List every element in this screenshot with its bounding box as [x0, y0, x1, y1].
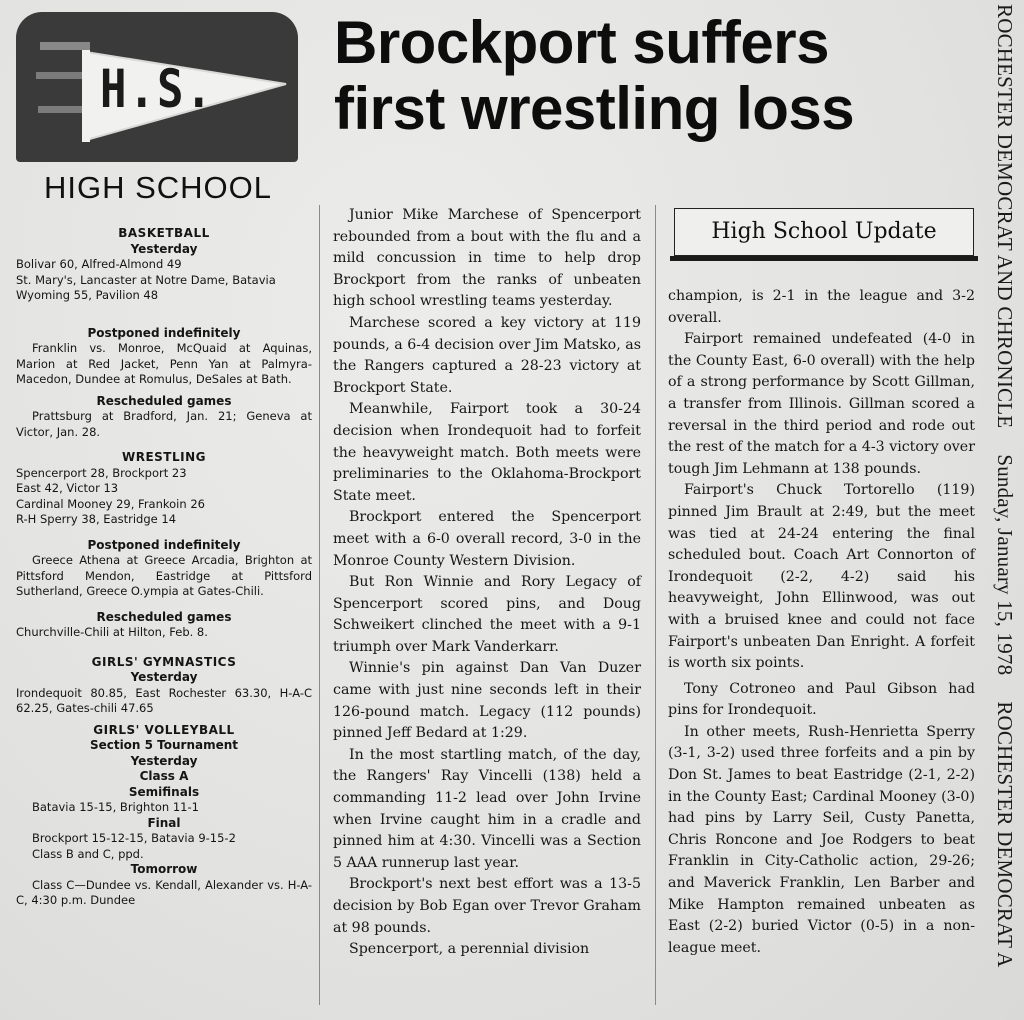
score-line: Brockport 15-12-15, Batavia 9-15-2	[32, 831, 236, 845]
rescheduled-heading: Rescheduled games	[96, 393, 232, 408]
logo-text: H.S.	[100, 58, 214, 121]
rescheduled-heading: Rescheduled games	[96, 609, 232, 624]
headline-line: first wrestling loss	[334, 75, 855, 142]
article-paragraph: Winnie's pin against Dan Van Duzer came with just nine seconds left in their 126-pound match. Legacy (112 pounds) pinned Jeff Bedard at 1:29.	[333, 660, 641, 742]
gymnastics-results: Irondequoit 80.85, East Rochester 63.30, H-A-C 62.25, Gates-chili 47.65	[16, 685, 312, 715]
page-margin-masthead	[989, 4, 1021, 1014]
volleyball-sub: Class A	[139, 769, 189, 783]
postponed-heading: Postponed indefinitely	[87, 325, 241, 340]
column-rule	[319, 205, 320, 1005]
article-paragraph: champion, is 2-1 in the league and 3-2 overall.	[668, 288, 975, 326]
paper-name: ROCHESTER DEMOCRAT AND CHRONICLE	[993, 4, 1017, 429]
tomorrow-heading: Tomorrow	[130, 862, 198, 876]
headline	[334, 10, 974, 142]
paper-name-repeat: ROCHESTER DEMOCRAT A	[993, 701, 1017, 968]
postponed-heading: Postponed indefinitely	[87, 537, 241, 552]
article-paragraph: In the most startling match, of the day, the Rangers' Ray Vincelli (138) held a commanding 11-2 lead over John Irvine when Irvine caught him in a cradle and pinned him at 4:30. Vincelli was a Section 5 AAA runnerup last year.	[333, 746, 641, 871]
update-rule	[670, 256, 978, 261]
column-rule	[655, 205, 656, 1005]
article-paragraph: In other meets, Rush-Henrietta Sperry (3-1, 3-2) used three forfeits and a pin by Don St. James to beat Eastridge (2-1, 2-2) in the County East; Cardinal Mooney (3-0) had pins by Larry Seil, Custy Panetta, Chris Roncone and Joe Rodgers to beat Franklin in City-Catholic action, 29-26; and Maverick Franklin, Len Barber and Mike Hampton remained unbeaten as East (2-2) buried Victor (0-5) in a non-league meet.	[668, 723, 975, 956]
basketball-yesterday: Yesterday	[130, 241, 198, 256]
basketball-heading: BASKETBALL	[118, 226, 210, 240]
high-school-logo	[16, 12, 300, 166]
article-paragraph: Spencerport, a perennial division	[349, 941, 590, 958]
article-paragraph: Fairport's Chuck Tortorello (119) pinned Jim Brault at 2:49, but the meet was tied at 24-24 entering the final scheduled bout. Coach Art Connorton of Irondequoit (2-2, 4-2) said his heavyweight, John Ellinwood, was out with a bruised knee and could not face Fairport's unbeaten Dan Enright. A forfeit is worth six points.	[668, 482, 975, 672]
score-line: R-H Sperry 38, Eastridge 14	[16, 512, 177, 526]
final-heading: Final	[147, 815, 181, 830]
article-column-2	[668, 286, 975, 959]
score-line: Cardinal Mooney 29, Frankoin 26	[16, 496, 205, 511]
volleyball-sub: Yesterday	[130, 753, 198, 768]
score-line: Bolivar 60, Alfred-Almond 49	[16, 257, 182, 271]
article-paragraph: Fairport remained undefeated (4-0 in the County East, 6-0 overall) with the help of a strong performance by Scott Gillman, a transfer from Illinois. Gillman scored a reversal in the third period and rode out the rest of the match for a 4-3 victory over tough Jim Lehmann at 138 pounds.	[668, 331, 975, 477]
headline-line: Brockport suffers	[334, 9, 829, 76]
article-paragraph: Junior Mike Marchese of Spencerport rebounded from a bout with the flu and a mild concussion in time to help drop Brockport from the ranks of unbeaten high school wrestling teams yesterday.	[333, 207, 641, 310]
score-line: East 42, Victor 13	[16, 481, 119, 495]
postponed-text: Franklin vs. Monroe, McQuaid at Aquinas, Marion at Red Jacket, Penn Yan at Palmyra-Macedon, Dundee at Romulus, DeSales at Bath.	[16, 341, 312, 386]
wrestling-heading: WRESTLING	[121, 450, 206, 464]
article-paragraph: Meanwhile, Fairport took a 30-24 decision when Irondequoit had to forfeit the heavyweight match. Both meets were preliminaries to the Oklahoma-Brockport State meet.	[333, 401, 641, 504]
score-line: Spencerport 28, Brockport 23	[16, 465, 187, 480]
volleyball-heading: GIRLS' VOLLEYBALL	[93, 722, 235, 737]
rescheduled-text: Prattsburg at Bradford, Jan. 21; Geneva at Victor, Jan. 28.	[16, 409, 312, 439]
score-line: Class B and C, ppd.	[32, 846, 144, 861]
gymnastics-heading: GIRLS' GYMNASTICS	[91, 654, 237, 669]
article-paragraph: Tony Cotroneo and Paul Gibson had pins for Irondequoit.	[668, 680, 975, 719]
article-paragraph: Brockport's next best effort was a 13-5 decision by Bob Egan over Trevor Graham at 98 pounds.	[333, 876, 641, 936]
volleyball-sub: Semifinals	[128, 784, 200, 799]
article-paragraph: Brockport entered the Spencerport meet with a 6-0 overall record, 3-0 in the Monroe County Western Division.	[333, 509, 641, 569]
section-label: HIGH SCHOOL	[43, 170, 273, 205]
gymnastics-yesterday: Yesterday	[130, 670, 198, 684]
scoreboard-column	[16, 226, 312, 909]
postponed-text: Greece Athena at Greece Arcadia, Brighton at Pittsford Mendon, Eastridge at Pittsford Sutherland, Greece O.ympia at Gates-Chili.	[16, 553, 312, 598]
article-paragraph: But Ron Winnie and Rory Legacy of Spencerport scored pins, and Doug Schweikert clinched the meet with a 9-1 triumph over Mark Vanderkarr.	[333, 574, 641, 655]
update-title: High School Update	[674, 208, 974, 256]
high-school-update-box	[670, 208, 978, 258]
tomorrow-text: Class C—Dundee vs. Kendall, Alexander vs. H-A-C, 4:30 p.m. Dundee	[16, 877, 312, 907]
rescheduled-text: Churchville-Chili at Hilton, Feb. 8.	[16, 625, 208, 639]
score-line: Wyoming 55, Pavilion 48	[16, 288, 159, 302]
volleyball-sub: Section 5 Tournament	[89, 738, 239, 752]
article-paragraph: Marchese scored a key victory at 119 pounds, a 6-4 decision over Jim Matsko, as the Rangers captured a 28-23 victory at Brockport State.	[333, 314, 641, 396]
paper-date: Sunday, January 15, 1978	[993, 454, 1017, 676]
score-line: Batavia 15-15, Brighton 11-1	[32, 800, 199, 814]
score-line: St. Mary's, Lancaster at Notre Dame, Batavia	[16, 272, 276, 287]
article-column-1	[333, 205, 641, 961]
